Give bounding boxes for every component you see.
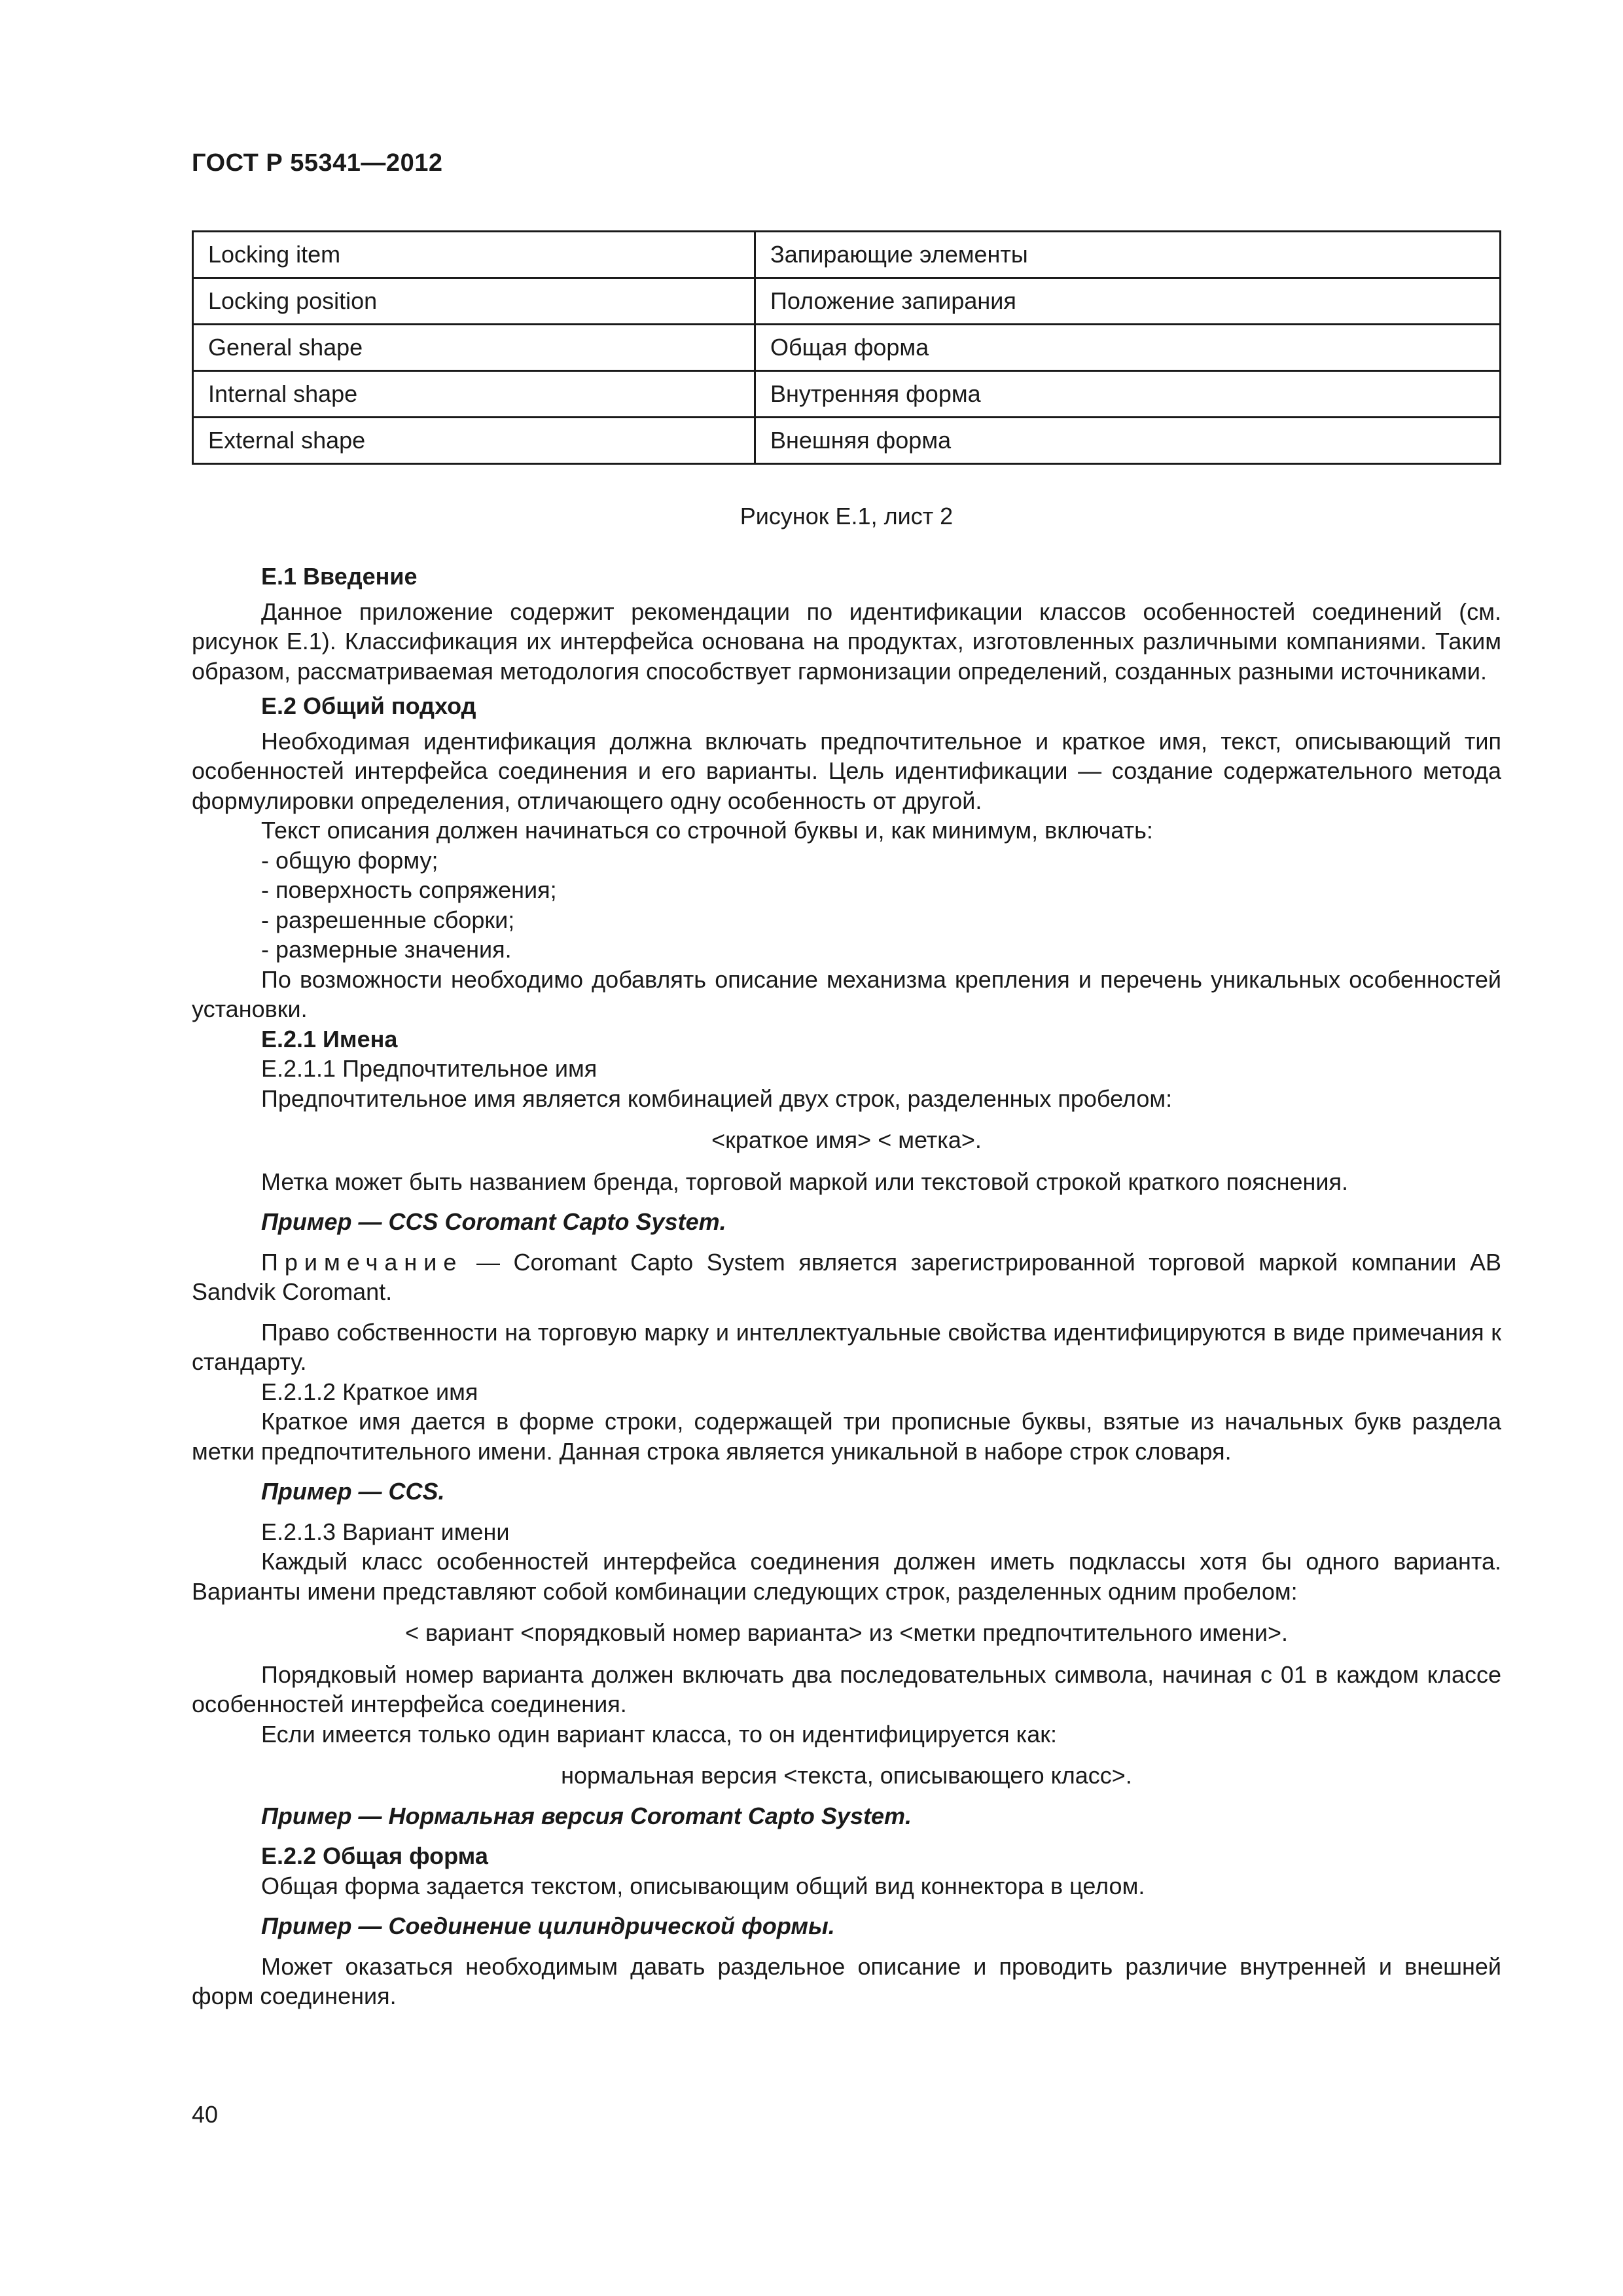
table-row: [193, 371, 1501, 418]
section-heading-e21: Е.2.1 Имена: [261, 1025, 398, 1052]
section-heading-e2: Е.2 Общий подход: [261, 692, 476, 719]
example-text: Пример — CCS.: [261, 1478, 445, 1505]
paragraph: Право собственности на торговую марку и интеллектуальные свойства идентифицируются в виде примечания к стандарту.: [192, 1318, 1501, 1375]
paragraph: Предпочтительное имя является комбинацией двух строк, разделенных пробелом:: [261, 1085, 1173, 1112]
formula-normal-version: нормальная версия <текста, описывающего класс>.: [561, 1762, 1132, 1789]
paragraph: Если имеется только один вариант класса, то он идентифицируется как:: [261, 1720, 1057, 1748]
formula-short-name: <краткое имя> < метка>.: [711, 1126, 982, 1153]
paragraph: Данное приложение содержит рекомендации по идентификации классов особенностей соединений (см. рисунок Е.1). Классификация их интерфейса основана на продуктах, изготовленных различными компаниями. Таким образом, рассматриваемая методология способствует гармонизации определений, созданных разными источниками.: [192, 598, 1501, 685]
example-text: Пример — Соединение цилиндрической формы.: [261, 1912, 835, 1939]
section-heading-e1: Е.1 Введение: [261, 563, 418, 590]
table-cell-ru: Запирающие элементы: [755, 232, 1501, 278]
paragraph: Может оказаться необходимым давать раздельное описание и проводить различие внутренней и внешней форм соединения.: [192, 1952, 1501, 2009]
table-cell-ru: Внешняя форма: [755, 418, 1501, 464]
paragraph: Метка может быть названием бренда, торговой маркой или текстовой строкой краткого пояснения.: [261, 1168, 1348, 1195]
table-row: [193, 278, 1501, 325]
document-body: [192, 562, 1501, 2011]
table-cell-en: Internal shape: [193, 371, 755, 418]
formula-variant: < вариант <порядковый номер варианта> из <метки предпочтительного имени>.: [404, 1619, 1289, 1646]
section-heading-e22: Е.2.2 Общая форма: [261, 1842, 488, 1869]
subsection-heading-e212: Е.2.1.2 Краткое имя: [261, 1378, 478, 1405]
list-item: - поверхность сопряжения;: [261, 876, 557, 903]
paragraph: Краткое имя дается в форме строки, содержащей три прописные буквы, взятые из начальных букв раздела метки предпочтительного имени. Данная строка является уникальной в наборе строк словаря.: [192, 1408, 1501, 1465]
table-cell-en: General shape: [193, 325, 755, 371]
paragraph: По возможности необходимо добавлять описание механизма крепления и перечень уникальных особенностей установки.: [192, 965, 1501, 1022]
paragraph: Текст описания должен начинаться со строчной буквы и, как минимум, включать:: [261, 817, 1153, 844]
document-header: ГОСТ Р 55341—2012: [192, 149, 443, 177]
list-item: - разрешенные сборки;: [261, 906, 515, 933]
paragraph: Общая форма задается текстом, описывающим общий вид коннектора в целом.: [261, 1872, 1145, 1899]
table-cell-ru: Положение запирания: [755, 278, 1501, 325]
list-item: - размерные значения.: [261, 936, 512, 963]
table-row: [193, 232, 1501, 278]
table-cell-en: Locking position: [193, 278, 755, 325]
example-text: Пример — Нормальная версия Coromant Capto System.: [261, 1802, 912, 1829]
subsection-heading-e211: Е.2.1.1 Предпочтительное имя: [261, 1055, 597, 1082]
table-row: [193, 418, 1501, 464]
paragraph: Необходимая идентификация должна включать предпочтительное и краткое имя, текст, описывающий тип особенностей интерфейса соединения и его варианты. Цель идентификации — создание содержательного метода формулировки определения, отличающего одну особенность от другой.: [192, 727, 1501, 814]
subsection-heading-e213: Е.2.1.3 Вариант имени: [261, 1518, 510, 1545]
figure-caption: Рисунок Е.1, лист 2: [740, 503, 954, 529]
note-paragraph: [192, 1247, 1501, 1307]
list-item: - общую форму;: [261, 846, 438, 874]
page-number: 40: [192, 2101, 219, 2128]
note-text: — Coromant Capto System является зарегистрированной торговой маркой компании AB Sandvik Coromant.: [192, 1248, 1501, 1305]
table-cell-en: External shape: [193, 418, 755, 464]
table-row: [193, 325, 1501, 371]
terms-table: [192, 230, 1501, 465]
paragraph: Каждый класс особенностей интерфейса соединения должен иметь подклассы хотя бы одного варианта. Варианты имени представляют собой комбинации следующих строк, разделенных одним пробелом:: [192, 1548, 1501, 1605]
example-text: Пример — CCS Coromant Capto System.: [261, 1208, 726, 1235]
table-cell-en: Locking item: [193, 232, 755, 278]
paragraph: Порядковый номер варианта должен включать два последовательных символа, начиная с 01 в каждом классе особенностей интерфейса соединения.: [192, 1660, 1501, 1717]
note-label: Примечание: [261, 1248, 463, 1276]
table-cell-ru: Внутренняя форма: [755, 371, 1501, 418]
table-cell-ru: Общая форма: [755, 325, 1501, 371]
